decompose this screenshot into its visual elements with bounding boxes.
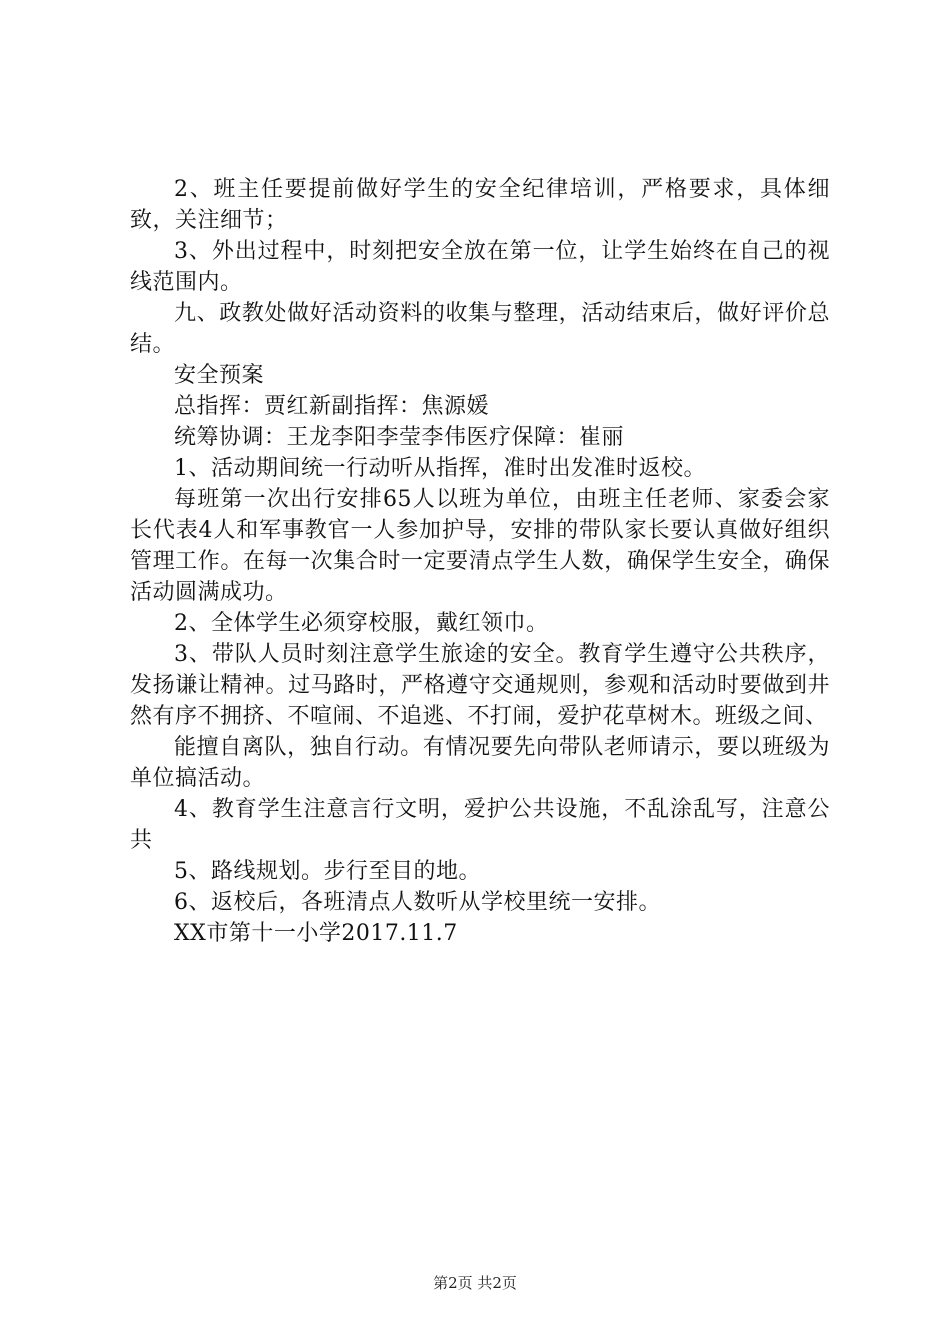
paragraph-follow-command: 1、活动期间统一行动听从指挥，准时出发准时返校。 <box>174 456 706 481</box>
paragraph-commanders: 总指挥：贾红新副指挥：焦源媛 <box>174 394 490 419</box>
paragraph-uniform: 2、全体学生必须穿校服，戴红领巾。 <box>174 611 549 636</box>
paragraph-safety-first: 3、外出过程中，时刻把安全放在第一位，让学生始终在自己的视线范围内。 <box>130 239 830 295</box>
paragraph-class-arrangement: 每班第一次出行安排65人以班为单位，由班主任老师、家委会家长代表4人和军事教官一人参加护导，安排的带队家长要认真做好组织管理工作。在每一次集合时一定要清点学生人数，确保学生安全，确保活动圆满成功。 <box>130 487 830 605</box>
paragraph-class-teacher-training: 2、班主任要提前做好学生的安全纪律培训，严格要求，具体细致，关注细节； <box>130 177 830 233</box>
paragraph-route-planning: 5、路线规划。步行至目的地。 <box>174 859 481 884</box>
paragraph-materials-summary: 九、政教处做好活动资料的收集与整理，活动结束后，做好评价总结。 <box>130 301 830 357</box>
signature-school-date: XX市第十一小学2017.11.7 <box>174 921 458 946</box>
paragraph-return-school: 6、返校后，各班清点人数听从学校里统一安排。 <box>174 890 661 915</box>
section-heading-safety-plan: 安全预案 <box>174 363 265 388</box>
page-number-footer: 第2页 共2页 <box>433 1274 517 1292</box>
paragraph-civilized-behavior: 4、教育学生注意言行文明，爱护公共设施，不乱涂乱写，注意公共 <box>130 797 830 853</box>
paragraph-no-leaving-team: 能擅自离队，独自行动。有情况要先向带队老师请示，要以班级为单位搞活动。 <box>130 735 830 791</box>
paragraph-travel-safety: 3、带队人员时刻注意学生旅途的安全。教育学生遵守公共秩序，发扬谦让精神。过马路时，严格遵守交通规则，参观和活动时要做到井然有序不拥挤、不喧闹、不追逃、不打闹，爱护花草树木。班级之间、 <box>130 642 830 729</box>
paragraph-coordinators: 统筹协调：王龙李阳李莹李伟医疗保障：崔丽 <box>174 425 625 450</box>
document-body <box>130 174 830 949</box>
